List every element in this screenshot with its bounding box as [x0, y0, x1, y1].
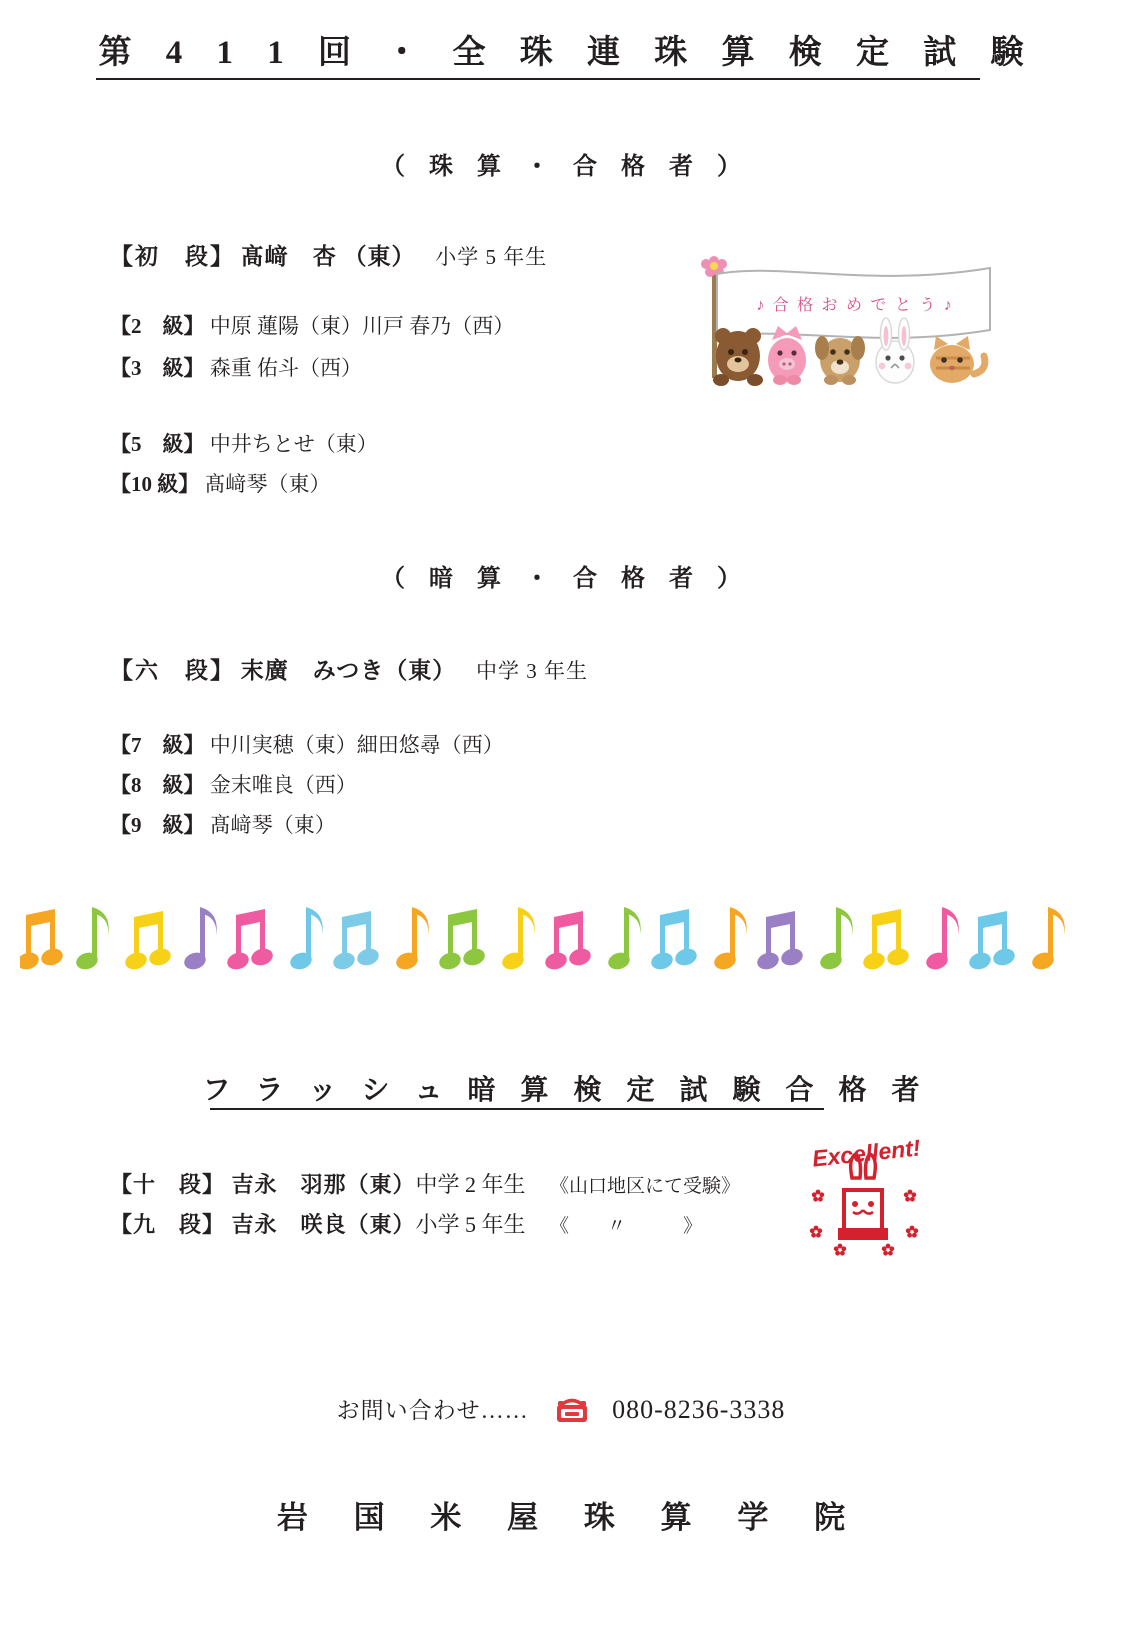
result-grade: 【9 級】 — [110, 813, 205, 837]
result-line — [110, 352, 362, 382]
flash-school: 小学 5 年生 — [415, 1212, 526, 1237]
result-grade: 【3 級】 — [110, 356, 205, 380]
title-underline — [96, 78, 980, 80]
flash-names: 吉永 咲良（東） — [231, 1212, 416, 1237]
section-heading-anzan: （ 暗 算 ・ 合 格 者 ） — [381, 566, 750, 592]
celebration-animals-flag-illustration — [690, 248, 1010, 408]
result-line — [110, 468, 331, 498]
result-names: 中川実穂（東）細田悠尋（西） — [209, 733, 504, 757]
flash-note: 《山口地区にて受験》 — [550, 1176, 741, 1197]
result-names: 森重 佑斗（西） — [209, 356, 362, 380]
phone-number: 080-8236-3338 — [612, 1395, 786, 1424]
result-grade: 【10 級】 — [110, 472, 200, 496]
result-grade: 【初 段】 — [110, 244, 235, 269]
excellent-stamp-text: Excellent! — [810, 1134, 922, 1172]
section-heading-flash: フ ラ ッ シ ュ 暗 算 検 定 試 験 合 格 者 — [202, 1075, 929, 1106]
result-line — [110, 769, 357, 799]
contact-label: お問い合わせ…… — [336, 1398, 529, 1423]
result-names: 髙﨑琴（東） — [209, 813, 336, 837]
flash-result-line — [110, 1168, 740, 1199]
flash-grade: 【十 段】 — [110, 1172, 226, 1197]
result-names: 中原 蓮陽（東）川戸 春乃（西） — [209, 314, 515, 338]
result-names: 末廣 みつき（東） — [240, 658, 457, 683]
result-names: 金末唯良（西） — [209, 773, 357, 797]
flash-grade: 【九 段】 — [110, 1212, 226, 1237]
result-line — [110, 652, 588, 685]
result-names: 髙﨑琴（東） — [204, 472, 331, 496]
result-grade: 【六 段】 — [110, 658, 235, 683]
result-line — [110, 310, 514, 340]
result-school: 小学 5 年生 — [435, 245, 548, 269]
flag-caption: ♪ 合 格 お め で と う ♪ — [756, 297, 954, 314]
flash-title-underline — [210, 1108, 824, 1110]
contact-row — [0, 1392, 1122, 1425]
flash-note: 《 〃 》 — [550, 1216, 703, 1237]
result-grade: 【7 級】 — [110, 733, 205, 757]
result-line — [110, 729, 504, 759]
section-heading-soroban: （ 珠 算 ・ 合 格 者 ） — [381, 154, 750, 180]
result-names: 中井ちとせ（東） — [209, 432, 378, 456]
result-grade: 【5 級】 — [110, 432, 205, 456]
flash-school: 中学 2 年生 — [415, 1172, 526, 1197]
result-line — [110, 428, 378, 458]
flash-names: 吉永 羽那（東） — [231, 1172, 416, 1197]
page-title: 第 4 1 1 回 ・ 全 珠 連 珠 算 検 定 試 験 — [98, 35, 1037, 71]
result-line — [110, 809, 336, 839]
result-grade: 【8 級】 — [110, 773, 205, 797]
flash-result-line — [110, 1208, 702, 1239]
school-name: 岩 国 米 屋 珠 算 学 院 — [276, 1500, 865, 1535]
result-school: 中学 3 年生 — [476, 659, 589, 683]
result-grade: 【2 級】 — [110, 314, 205, 338]
result-line — [110, 238, 547, 271]
telephone-icon — [556, 1397, 588, 1423]
music-note-divider-icon — [20, 905, 1086, 985]
result-names: 髙﨑 杏 （東） — [240, 244, 416, 269]
